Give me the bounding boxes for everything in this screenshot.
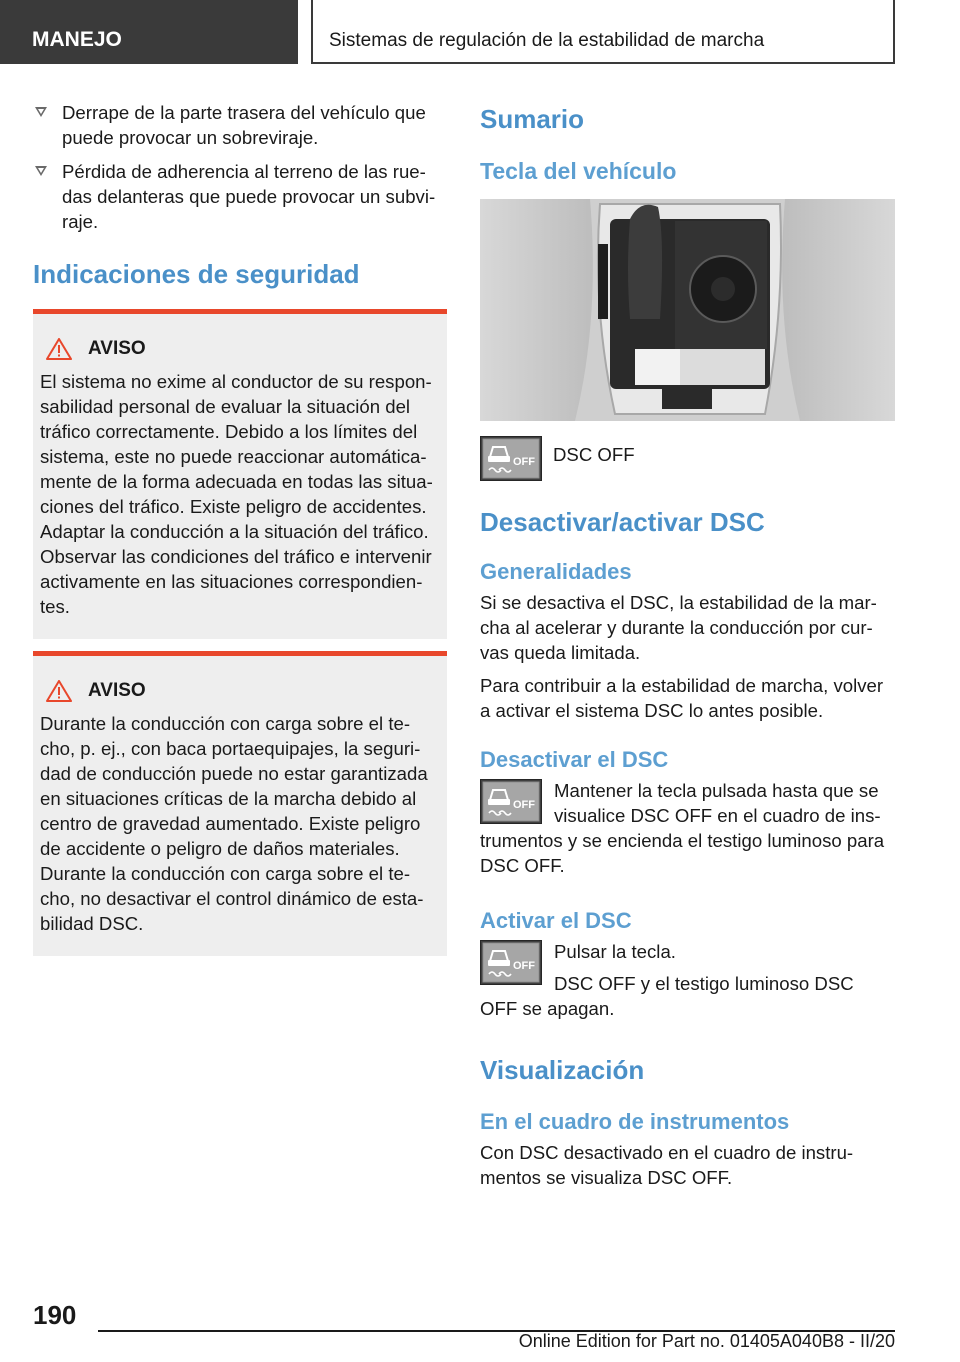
bullet-text: Pérdida de adherencia al terreno de las rue-das delanteras que puede provocar un subvi-raje. bbox=[62, 161, 436, 232]
page-header bbox=[0, 0, 960, 66]
display-heading: Visualización bbox=[480, 1055, 645, 1085]
center-console-photo bbox=[480, 199, 895, 421]
warning-triangle-icon bbox=[46, 338, 72, 360]
page-number: 190 bbox=[33, 1300, 77, 1330]
dsc-off-button-icon bbox=[480, 779, 542, 824]
warning-title bbox=[46, 680, 437, 702]
left-column bbox=[33, 100, 447, 956]
triangle-bullet-icon bbox=[35, 166, 47, 176]
list-item bbox=[33, 100, 447, 150]
cluster-heading: En el cuadro de instrumentos bbox=[480, 1109, 790, 1134]
deactivate-heading: Desactivar el DSC bbox=[480, 747, 669, 772]
dsc-key-line bbox=[480, 436, 895, 481]
edition-text: Online Edition for Part no. 01405A040B8 - II/20 bbox=[518, 1331, 895, 1351]
bullet-list bbox=[33, 100, 447, 234]
dsc-off-button-icon bbox=[480, 436, 542, 481]
dsc-off-button-icon bbox=[480, 940, 542, 985]
deactivate-block bbox=[480, 778, 895, 878]
triangle-bullet-icon bbox=[35, 107, 47, 117]
safety-heading: Indicaciones de seguridad bbox=[33, 259, 360, 289]
warning-box bbox=[33, 309, 447, 639]
general-paragraph: Para contribuir a la estabilidad de marcha, volver a activar el sistema DSC lo antes posible. bbox=[480, 675, 884, 721]
general-paragraph: Si se desactiva el DSC, la estabilidad de la mar-cha al acelerar y durante la conducción por cur-vas queda limitada. bbox=[480, 592, 877, 663]
warning-box bbox=[33, 651, 447, 956]
chapter-title: Sistemas de regulación de la estabilidad de marcha bbox=[311, 0, 895, 64]
bullet-text: Derrape de la parte trasera del vehículo que puede provocar un sobreviraje. bbox=[62, 102, 426, 148]
activate-heading: Activar el DSC bbox=[480, 908, 632, 933]
activate-paragraph: DSC OFF y el testigo luminoso DSC OFF se apagan. bbox=[480, 973, 854, 1019]
activate-paragraph: Pulsar la tecla. bbox=[554, 941, 676, 962]
warning-label: AVISO bbox=[88, 338, 146, 359]
warning-label: AVISO bbox=[88, 680, 146, 701]
list-item bbox=[33, 159, 447, 234]
warning-text: El sistema no exime al conductor de su respon-sabilidad personal de evaluar la situación del tráfico correctamente. Debido a los límites del sistema, este no puede reaccionar automática-mente de la forma adecuada en todas las situa-ciones del tráfico. Existe peligro de accidentes. Adaptar la conducción a la situación del tráfico. Observar las condiciones del tráfico e intervenir activamente en las situaciones correspondien-tes. bbox=[40, 371, 433, 617]
page-footer bbox=[0, 1290, 960, 1362]
deactivate-text: Mantener la tecla pulsada hasta que se visualice DSC OFF en el cuadro de ins-trumentos y se encienda el testigo luminoso para DSC OFF. bbox=[480, 780, 885, 876]
sumario-heading: Sumario bbox=[480, 104, 585, 134]
cluster-text: Con DSC desactivado en el cuadro de instru-mentos se visualiza DSC OFF. bbox=[480, 1142, 854, 1188]
right-column bbox=[480, 100, 895, 1190]
warning-title bbox=[46, 338, 437, 360]
general-heading: Generalidades bbox=[480, 559, 632, 584]
activate-block bbox=[480, 939, 895, 1021]
warning-text: Durante la conducción con carga sobre el te-cho, p. ej., con baca portaequipajes, la seguri-dad de conducción puede no estar garantizada en situaciones críticas de la marcha debido al centro de gravedad aumentado. Existe peligro de accidente o peligro de daños materiales. Durante la conducción con carga sobre el te-cho, no desactivar el control dinámico de esta-bilidad DSC. bbox=[40, 713, 428, 934]
dsc-off-label: DSC OFF bbox=[553, 444, 635, 465]
tecla-heading: Tecla del vehículo bbox=[480, 158, 677, 184]
section-tab: MANEJO bbox=[0, 0, 298, 64]
warning-triangle-icon bbox=[46, 680, 72, 702]
deactivate-activate-heading: Desactivar/activar DSC bbox=[480, 507, 765, 537]
